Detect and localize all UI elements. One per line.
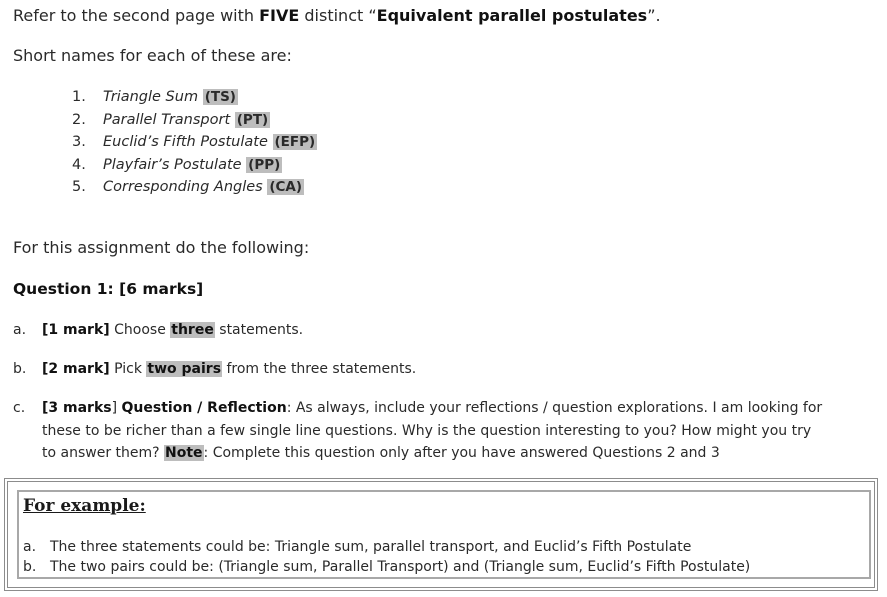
item-text <box>42 358 416 381</box>
item-text-part: : As always, include your reflections / question explorations. I am looking for <box>286 400 823 416</box>
short-names-text: Short names for each of these are: <box>13 46 292 65</box>
reflection-line-3 <box>42 442 872 465</box>
example-text: The two pairs could be: (Triangle sum, Parallel Transport) and (Triangle sum, Euclid’s Fifth Postulate) <box>50 559 751 575</box>
postulate-name: Euclid’s Fifth Postulate <box>103 134 273 150</box>
highlight-text: three <box>171 322 214 338</box>
marks-label: [1 mark] <box>42 322 110 338</box>
item-label: a. <box>23 539 37 555</box>
assignment-text: For this assignment do the following: <box>13 238 310 257</box>
example-box <box>4 478 878 591</box>
reflection-line-1 <box>42 397 872 420</box>
list-item <box>72 109 317 132</box>
list-item <box>72 154 317 177</box>
item-text-part: Pick <box>109 361 147 377</box>
postulate-abbr: (PT) <box>236 111 269 128</box>
intro-postulates-title: Equivalent parallel postulates <box>376 6 648 25</box>
list-number: 4. <box>72 156 86 173</box>
list-number: 3. <box>72 134 86 150</box>
postulate-name: Triangle Sum <box>103 89 203 105</box>
postulate-name: Corresponding Angles <box>103 179 268 195</box>
postulate-abbr: (TS) <box>204 89 236 105</box>
list-item <box>72 176 317 199</box>
item-text <box>42 319 303 342</box>
reflection-title: Question / Reflection <box>121 400 287 416</box>
postulate-name: Playfair’s Postulate <box>103 156 247 173</box>
intro-middle: distinct “ <box>299 6 377 25</box>
marks-label: [3 marks <box>42 400 112 416</box>
highlight-text: two pairs <box>147 361 222 377</box>
postulate-abbr: (EFP) <box>274 134 316 150</box>
postulate-name: Parallel Transport <box>103 111 235 128</box>
note-label: Note <box>165 445 203 461</box>
question-1-heading: Question 1: [6 marks] <box>13 280 204 298</box>
list-item <box>72 86 317 109</box>
item-label: c. <box>13 400 26 416</box>
intro-five: FIVE <box>259 6 300 25</box>
intro-suffix: ”. <box>647 6 661 25</box>
item-label: a. <box>13 322 27 338</box>
item-label: b. <box>13 361 27 377</box>
item-text-part: statements. <box>214 322 304 338</box>
postulate-list <box>72 86 317 199</box>
marks-label: [2 mark] <box>42 361 110 377</box>
postulate-abbr: (CA) <box>269 179 303 195</box>
item-text-part: : Complete this question only after you have answered Questions 2 and 3 <box>203 445 720 461</box>
item-text <box>42 397 872 465</box>
example-item <box>23 539 691 555</box>
example-heading: For example: <box>23 496 146 516</box>
postulate-abbr: (PP) <box>248 156 281 173</box>
example-text: The three statements could be: Triangle sum, parallel transport, and Euclid’s Fifth Postulate <box>50 539 692 555</box>
list-number: 2. <box>72 111 86 128</box>
item-text-part: to answer them? <box>42 445 165 461</box>
item-text-part: ] <box>111 400 122 416</box>
item-label: b. <box>23 559 37 575</box>
item-text-part: from the three statements. <box>222 361 417 377</box>
reflection-line-2: these to be richer than a few single line questions. Why is the question interesting to you? How might you try <box>42 422 812 439</box>
list-number: 5. <box>72 179 86 195</box>
list-item <box>72 131 317 154</box>
list-number: 1. <box>72 89 86 105</box>
example-item <box>23 559 750 575</box>
intro-prefix: Refer to the second page with <box>13 6 260 25</box>
intro-paragraph <box>13 6 661 25</box>
item-text-part: Choose <box>109 322 171 338</box>
